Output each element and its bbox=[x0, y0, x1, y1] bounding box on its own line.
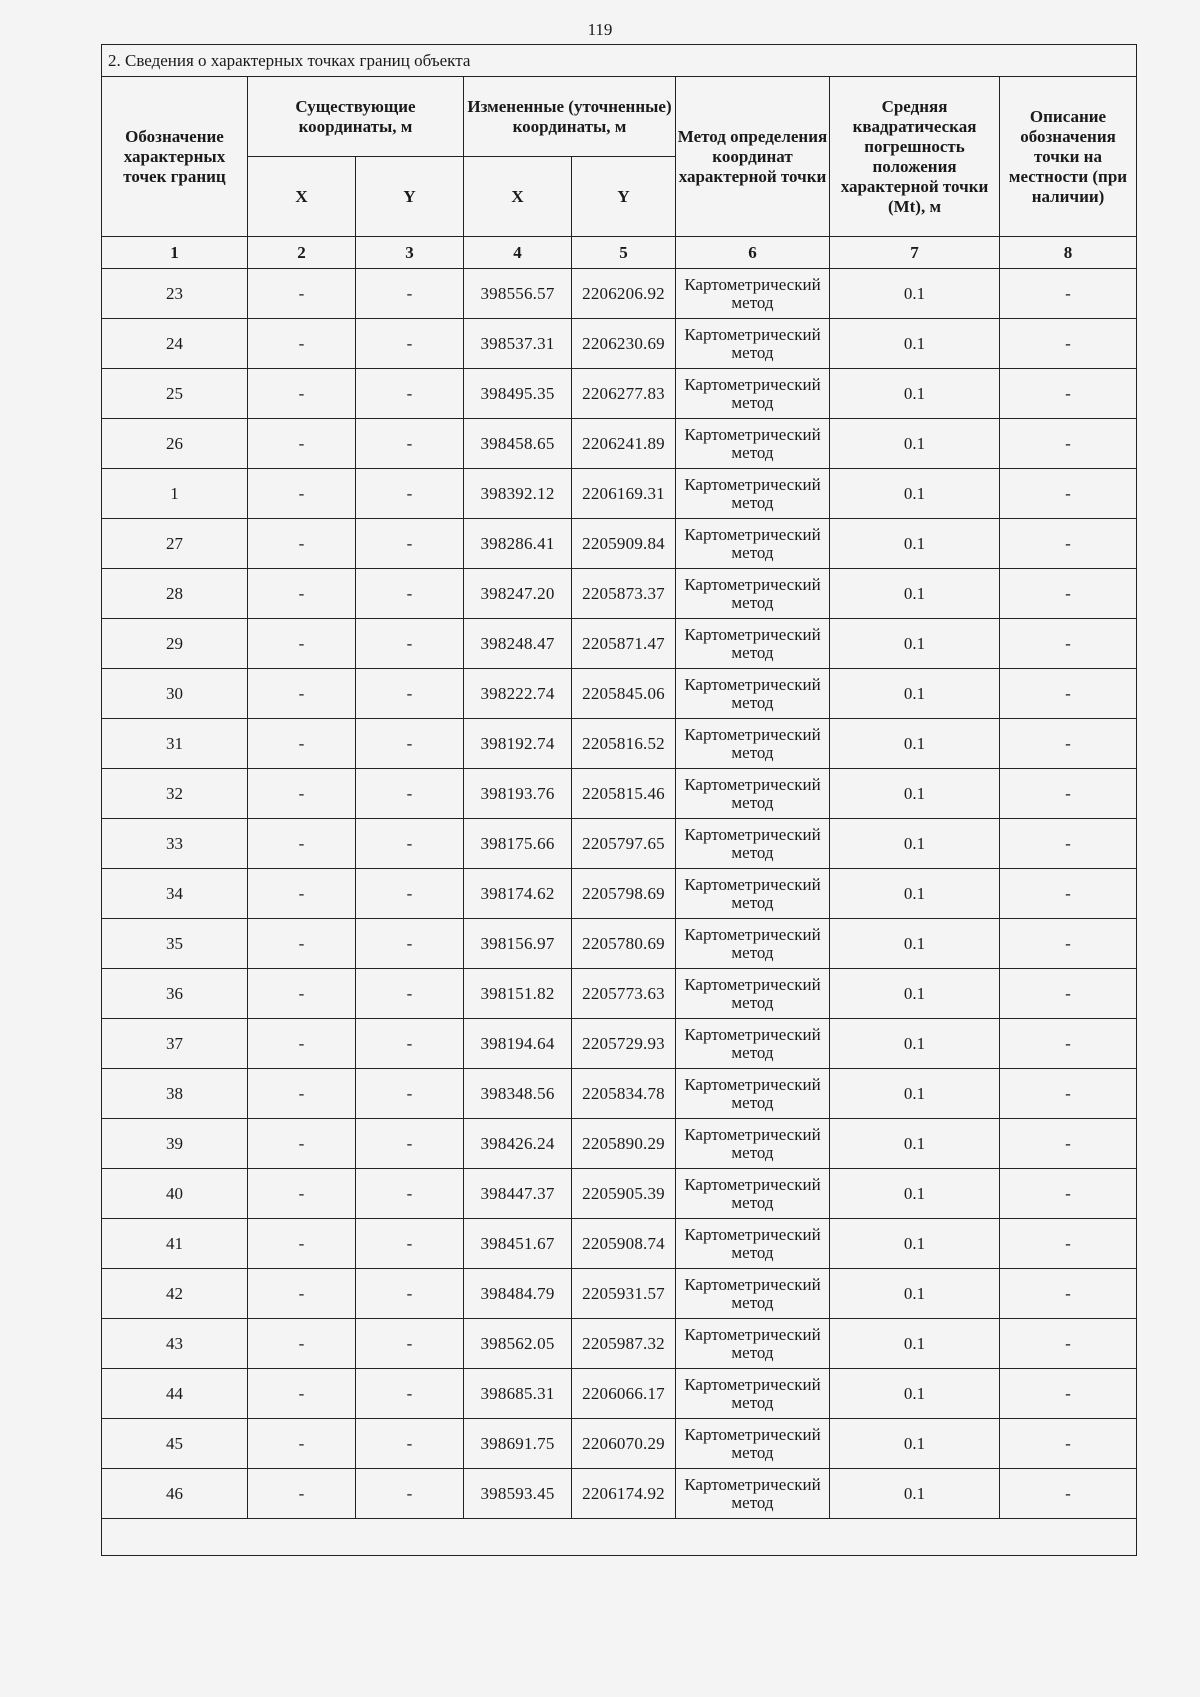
changed-y-cell: 2205780.69 bbox=[572, 919, 676, 969]
table-row bbox=[102, 369, 1137, 419]
changed-x-cell: 398156.97 bbox=[464, 919, 572, 969]
table-footer-row bbox=[102, 1519, 1137, 1556]
existing-y-cell: - bbox=[356, 1319, 464, 1369]
point-cell: 32 bbox=[102, 769, 248, 819]
existing-x-cell: - bbox=[248, 1469, 356, 1519]
method-cell: Картометрический метод bbox=[676, 1019, 830, 1069]
description-cell: - bbox=[1000, 1069, 1137, 1119]
changed-x-cell: 398537.31 bbox=[464, 319, 572, 369]
method-cell: Картометрический метод bbox=[676, 519, 830, 569]
existing-x-cell: - bbox=[248, 1219, 356, 1269]
error-cell: 0.1 bbox=[830, 1119, 1000, 1169]
existing-x-cell: - bbox=[248, 569, 356, 619]
description-cell: - bbox=[1000, 1319, 1137, 1369]
changed-y-cell: 2205987.32 bbox=[572, 1319, 676, 1369]
table-row bbox=[102, 1419, 1137, 1469]
changed-y-cell: 2205909.84 bbox=[572, 519, 676, 569]
error-cell: 0.1 bbox=[830, 969, 1000, 1019]
changed-x-cell: 398192.74 bbox=[464, 719, 572, 769]
description-cell: - bbox=[1000, 269, 1137, 319]
description-cell: - bbox=[1000, 319, 1137, 369]
table-row bbox=[102, 1019, 1137, 1069]
changed-y-cell: 2205890.29 bbox=[572, 1119, 676, 1169]
existing-x-cell: - bbox=[248, 369, 356, 419]
changed-x-cell: 398348.56 bbox=[464, 1069, 572, 1119]
error-cell: 0.1 bbox=[830, 1269, 1000, 1319]
description-cell: - bbox=[1000, 769, 1137, 819]
table-row bbox=[102, 419, 1137, 469]
page-number: 119 bbox=[587, 20, 613, 39]
point-cell: 46 bbox=[102, 1469, 248, 1519]
changed-y-cell: 2205908.74 bbox=[572, 1219, 676, 1269]
existing-y-cell: - bbox=[356, 419, 464, 469]
changed-y-cell: 2205834.78 bbox=[572, 1069, 676, 1119]
error-cell: 0.1 bbox=[830, 619, 1000, 669]
description-cell: - bbox=[1000, 519, 1137, 569]
changed-y-cell: 2205873.37 bbox=[572, 569, 676, 619]
error-cell: 0.1 bbox=[830, 1369, 1000, 1419]
changed-y-cell: 2206277.83 bbox=[572, 369, 676, 419]
existing-y-cell: - bbox=[356, 819, 464, 869]
section-title: 2. Сведения о характерных точках границ объекта bbox=[102, 45, 1137, 77]
column-number: 1 bbox=[102, 237, 248, 269]
point-cell: 24 bbox=[102, 319, 248, 369]
existing-x-cell: - bbox=[248, 1169, 356, 1219]
existing-y-cell: - bbox=[356, 1469, 464, 1519]
table-row bbox=[102, 969, 1137, 1019]
point-cell: 37 bbox=[102, 1019, 248, 1069]
changed-x-cell: 398458.65 bbox=[464, 419, 572, 469]
existing-y-cell: - bbox=[356, 569, 464, 619]
changed-y-cell: 2206206.92 bbox=[572, 269, 676, 319]
error-cell: 0.1 bbox=[830, 469, 1000, 519]
existing-x-cell: - bbox=[248, 269, 356, 319]
header-method: Метод определения координат характерной точки bbox=[676, 77, 830, 237]
header-existing-coordinates: Существующие координаты, м bbox=[248, 77, 464, 157]
point-cell: 30 bbox=[102, 669, 248, 719]
point-cell: 44 bbox=[102, 1369, 248, 1419]
description-cell: - bbox=[1000, 1019, 1137, 1069]
changed-x-cell: 398593.45 bbox=[464, 1469, 572, 1519]
column-number: 5 bbox=[572, 237, 676, 269]
description-cell: - bbox=[1000, 819, 1137, 869]
existing-x-cell: - bbox=[248, 469, 356, 519]
changed-y-cell: 2206230.69 bbox=[572, 319, 676, 369]
method-cell: Картометрический метод bbox=[676, 669, 830, 719]
existing-y-cell: - bbox=[356, 869, 464, 919]
table-row bbox=[102, 1219, 1137, 1269]
existing-y-cell: - bbox=[356, 1119, 464, 1169]
existing-y-cell: - bbox=[356, 1419, 464, 1469]
table-row bbox=[102, 569, 1137, 619]
changed-x-cell: 398194.64 bbox=[464, 1019, 572, 1069]
point-cell: 25 bbox=[102, 369, 248, 419]
existing-x-cell: - bbox=[248, 669, 356, 719]
table-row bbox=[102, 919, 1137, 969]
error-cell: 0.1 bbox=[830, 369, 1000, 419]
method-cell: Картометрический метод bbox=[676, 869, 830, 919]
description-cell: - bbox=[1000, 1369, 1137, 1419]
changed-x-cell: 398286.41 bbox=[464, 519, 572, 569]
error-cell: 0.1 bbox=[830, 819, 1000, 869]
description-cell: - bbox=[1000, 1269, 1137, 1319]
existing-x-cell: - bbox=[248, 319, 356, 369]
existing-x-cell: - bbox=[248, 1419, 356, 1469]
method-cell: Картометрический метод bbox=[676, 1419, 830, 1469]
changed-y-cell: 2205773.63 bbox=[572, 969, 676, 1019]
changed-y-cell: 2205798.69 bbox=[572, 869, 676, 919]
table-row bbox=[102, 1119, 1137, 1169]
table-row bbox=[102, 1469, 1137, 1519]
existing-x-cell: - bbox=[248, 1119, 356, 1169]
changed-x-cell: 398193.76 bbox=[464, 769, 572, 819]
error-cell: 0.1 bbox=[830, 1069, 1000, 1119]
error-cell: 0.1 bbox=[830, 1319, 1000, 1369]
column-number: 4 bbox=[464, 237, 572, 269]
error-cell: 0.1 bbox=[830, 1219, 1000, 1269]
existing-y-cell: - bbox=[356, 1369, 464, 1419]
point-cell: 35 bbox=[102, 919, 248, 969]
existing-x-cell: - bbox=[248, 1369, 356, 1419]
changed-x-cell: 398248.47 bbox=[464, 619, 572, 669]
error-cell: 0.1 bbox=[830, 1019, 1000, 1069]
existing-y-cell: - bbox=[356, 1269, 464, 1319]
header-designation: Обозначение характерных точек границ bbox=[102, 77, 248, 237]
point-cell: 1 bbox=[102, 469, 248, 519]
column-number: 7 bbox=[830, 237, 1000, 269]
description-cell: - bbox=[1000, 969, 1137, 1019]
point-cell: 39 bbox=[102, 1119, 248, 1169]
changed-y-cell: 2206174.92 bbox=[572, 1469, 676, 1519]
changed-x-cell: 398495.35 bbox=[464, 369, 572, 419]
error-cell: 0.1 bbox=[830, 319, 1000, 369]
error-cell: 0.1 bbox=[830, 1469, 1000, 1519]
error-cell: 0.1 bbox=[830, 269, 1000, 319]
changed-y-cell: 2206070.29 bbox=[572, 1419, 676, 1469]
method-cell: Картометрический метод bbox=[676, 719, 830, 769]
description-cell: - bbox=[1000, 719, 1137, 769]
point-cell: 36 bbox=[102, 969, 248, 1019]
existing-x-cell: - bbox=[248, 1269, 356, 1319]
header-description: Описание обозначения точки на местности (при наличии) bbox=[1000, 77, 1137, 237]
existing-x-cell: - bbox=[248, 819, 356, 869]
method-cell: Картометрический метод bbox=[676, 1119, 830, 1169]
table-row bbox=[102, 269, 1137, 319]
existing-x-cell: - bbox=[248, 1069, 356, 1119]
column-number: 6 bbox=[676, 237, 830, 269]
empty-footer-cell bbox=[102, 1519, 1137, 1556]
error-cell: 0.1 bbox=[830, 519, 1000, 569]
changed-y-cell: 2205871.47 bbox=[572, 619, 676, 669]
description-cell: - bbox=[1000, 569, 1137, 619]
existing-y-cell: - bbox=[356, 619, 464, 669]
method-cell: Картометрический метод bbox=[676, 769, 830, 819]
table-row bbox=[102, 319, 1137, 369]
existing-y-cell: - bbox=[356, 669, 464, 719]
table-row bbox=[102, 669, 1137, 719]
method-cell: Картометрический метод bbox=[676, 569, 830, 619]
table-body bbox=[102, 269, 1137, 1519]
method-cell: Картометрический метод bbox=[676, 369, 830, 419]
table-row bbox=[102, 869, 1137, 919]
table-row bbox=[102, 519, 1137, 569]
column-number: 8 bbox=[1000, 237, 1137, 269]
existing-x-cell: - bbox=[248, 969, 356, 1019]
point-cell: 31 bbox=[102, 719, 248, 769]
method-cell: Картометрический метод bbox=[676, 619, 830, 669]
changed-x-cell: 398447.37 bbox=[464, 1169, 572, 1219]
description-cell: - bbox=[1000, 669, 1137, 719]
description-cell: - bbox=[1000, 619, 1137, 669]
table-row bbox=[102, 819, 1137, 869]
point-cell: 28 bbox=[102, 569, 248, 619]
changed-y-cell: 2205905.39 bbox=[572, 1169, 676, 1219]
existing-x-cell: - bbox=[248, 719, 356, 769]
existing-y-cell: - bbox=[356, 519, 464, 569]
changed-y-cell: 2205729.93 bbox=[572, 1019, 676, 1069]
column-number-row bbox=[102, 237, 1137, 269]
method-cell: Картометрический метод bbox=[676, 1469, 830, 1519]
existing-y-cell: - bbox=[356, 369, 464, 419]
error-cell: 0.1 bbox=[830, 869, 1000, 919]
point-cell: 38 bbox=[102, 1069, 248, 1119]
table-row bbox=[102, 1169, 1137, 1219]
description-cell: - bbox=[1000, 1469, 1137, 1519]
changed-x-cell: 398426.24 bbox=[464, 1119, 572, 1169]
column-number: 2 bbox=[248, 237, 356, 269]
error-cell: 0.1 bbox=[830, 1419, 1000, 1469]
existing-y-cell: - bbox=[356, 919, 464, 969]
existing-x-cell: - bbox=[248, 769, 356, 819]
method-cell: Картометрический метод bbox=[676, 319, 830, 369]
existing-x-cell: - bbox=[248, 519, 356, 569]
method-cell: Картометрический метод bbox=[676, 819, 830, 869]
point-cell: 26 bbox=[102, 419, 248, 469]
error-cell: 0.1 bbox=[830, 719, 1000, 769]
changed-y-cell: 2206066.17 bbox=[572, 1369, 676, 1419]
changed-y-cell: 2205797.65 bbox=[572, 819, 676, 869]
table-row bbox=[102, 469, 1137, 519]
method-cell: Картометрический метод bbox=[676, 1219, 830, 1269]
point-cell: 34 bbox=[102, 869, 248, 919]
changed-x-cell: 398451.67 bbox=[464, 1219, 572, 1269]
table-row bbox=[102, 719, 1137, 769]
changed-y-cell: 2205845.06 bbox=[572, 669, 676, 719]
method-cell: Картометрический метод bbox=[676, 469, 830, 519]
existing-y-cell: - bbox=[356, 719, 464, 769]
description-cell: - bbox=[1000, 1119, 1137, 1169]
header-changed-coordinates: Измененные (уточненные) координаты, м bbox=[464, 77, 676, 157]
changed-x-cell: 398222.74 bbox=[464, 669, 572, 719]
error-cell: 0.1 bbox=[830, 1169, 1000, 1219]
description-cell: - bbox=[1000, 1419, 1137, 1469]
table-row bbox=[102, 1369, 1137, 1419]
changed-y-cell: 2206241.89 bbox=[572, 419, 676, 469]
description-cell: - bbox=[1000, 869, 1137, 919]
description-cell: - bbox=[1000, 919, 1137, 969]
changed-x-cell: 398691.75 bbox=[464, 1419, 572, 1469]
description-cell: - bbox=[1000, 369, 1137, 419]
method-cell: Картометрический метод bbox=[676, 419, 830, 469]
description-cell: - bbox=[1000, 1219, 1137, 1269]
method-cell: Картометрический метод bbox=[676, 919, 830, 969]
existing-x-cell: - bbox=[248, 419, 356, 469]
changed-y-cell: 2206169.31 bbox=[572, 469, 676, 519]
point-cell: 45 bbox=[102, 1419, 248, 1469]
point-cell: 40 bbox=[102, 1169, 248, 1219]
error-cell: 0.1 bbox=[830, 569, 1000, 619]
point-cell: 42 bbox=[102, 1269, 248, 1319]
existing-y-cell: - bbox=[356, 469, 464, 519]
header-existing-y: Y bbox=[356, 157, 464, 237]
error-cell: 0.1 bbox=[830, 919, 1000, 969]
coordinates-table bbox=[101, 44, 1137, 1556]
header-mean-square-error: Средняя квадратическая погрешность положения характерной точки (Mt), м bbox=[830, 77, 1000, 237]
error-cell: 0.1 bbox=[830, 419, 1000, 469]
existing-y-cell: - bbox=[356, 769, 464, 819]
changed-x-cell: 398392.12 bbox=[464, 469, 572, 519]
existing-y-cell: - bbox=[356, 1019, 464, 1069]
method-cell: Картометрический метод bbox=[676, 1319, 830, 1369]
existing-y-cell: - bbox=[356, 319, 464, 369]
description-cell: - bbox=[1000, 1169, 1137, 1219]
method-cell: Картометрический метод bbox=[676, 269, 830, 319]
existing-x-cell: - bbox=[248, 1319, 356, 1369]
method-cell: Картометрический метод bbox=[676, 1169, 830, 1219]
point-cell: 29 bbox=[102, 619, 248, 669]
existing-y-cell: - bbox=[356, 269, 464, 319]
column-number: 3 bbox=[356, 237, 464, 269]
point-cell: 23 bbox=[102, 269, 248, 319]
header-changed-y: Y bbox=[572, 157, 676, 237]
table-row bbox=[102, 1319, 1137, 1369]
method-cell: Картометрический метод bbox=[676, 969, 830, 1019]
error-cell: 0.1 bbox=[830, 669, 1000, 719]
changed-x-cell: 398174.62 bbox=[464, 869, 572, 919]
existing-y-cell: - bbox=[356, 1169, 464, 1219]
existing-y-cell: - bbox=[356, 969, 464, 1019]
changed-x-cell: 398247.20 bbox=[464, 569, 572, 619]
table-row bbox=[102, 769, 1137, 819]
changed-x-cell: 398151.82 bbox=[464, 969, 572, 1019]
changed-y-cell: 2205931.57 bbox=[572, 1269, 676, 1319]
point-cell: 41 bbox=[102, 1219, 248, 1269]
error-cell: 0.1 bbox=[830, 769, 1000, 819]
header-changed-x: X bbox=[464, 157, 572, 237]
changed-x-cell: 398556.57 bbox=[464, 269, 572, 319]
table-row bbox=[102, 1069, 1137, 1119]
changed-x-cell: 398175.66 bbox=[464, 819, 572, 869]
changed-y-cell: 2205816.52 bbox=[572, 719, 676, 769]
point-cell: 27 bbox=[102, 519, 248, 569]
method-cell: Картометрический метод bbox=[676, 1269, 830, 1319]
existing-y-cell: - bbox=[356, 1219, 464, 1269]
changed-x-cell: 398562.05 bbox=[464, 1319, 572, 1369]
existing-x-cell: - bbox=[248, 919, 356, 969]
table-row bbox=[102, 619, 1137, 669]
changed-x-cell: 398484.79 bbox=[464, 1269, 572, 1319]
point-cell: 33 bbox=[102, 819, 248, 869]
method-cell: Картометрический метод bbox=[676, 1069, 830, 1119]
method-cell: Картометрический метод bbox=[676, 1369, 830, 1419]
point-cell: 43 bbox=[102, 1319, 248, 1369]
changed-y-cell: 2205815.46 bbox=[572, 769, 676, 819]
existing-x-cell: - bbox=[248, 1019, 356, 1069]
description-cell: - bbox=[1000, 419, 1137, 469]
header-existing-x: X bbox=[248, 157, 356, 237]
existing-y-cell: - bbox=[356, 1069, 464, 1119]
existing-x-cell: - bbox=[248, 869, 356, 919]
changed-x-cell: 398685.31 bbox=[464, 1369, 572, 1419]
existing-x-cell: - bbox=[248, 619, 356, 669]
description-cell: - bbox=[1000, 469, 1137, 519]
table-row bbox=[102, 1269, 1137, 1319]
